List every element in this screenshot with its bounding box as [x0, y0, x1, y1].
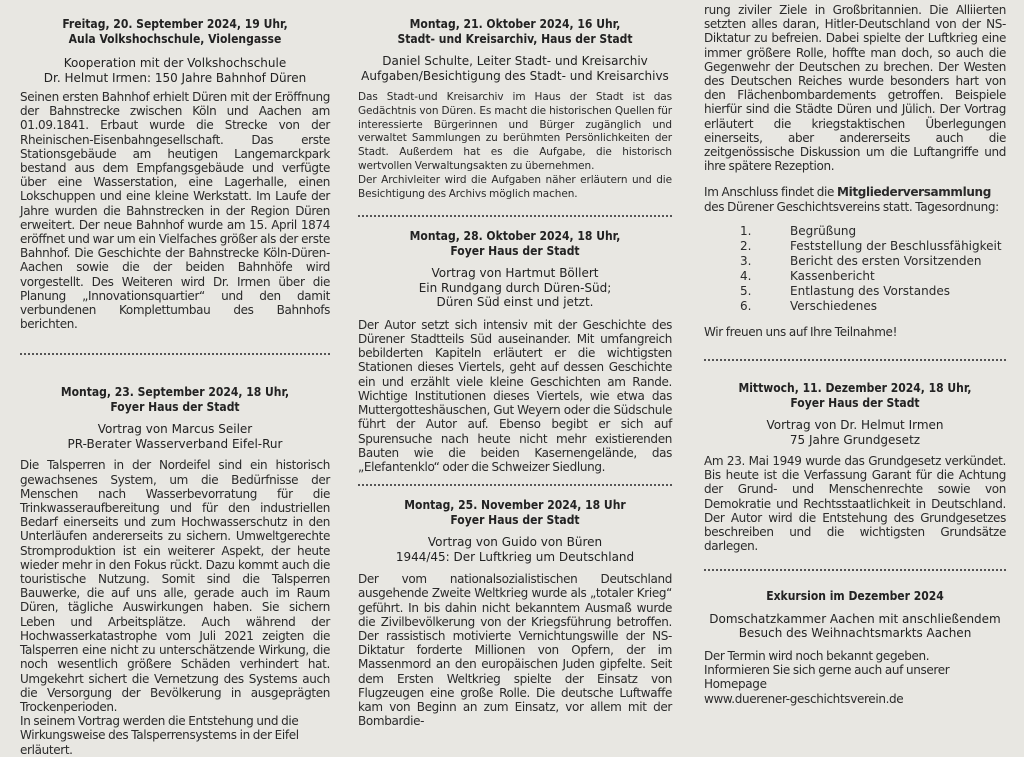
event3-text: Das Stadt-und Kreisarchiv im Haus der Stadt ist das Gedächtnis von Düren. Es macht die historischen Quellen für interessierte Bürgerinnen und Bürger zugänglich und verwaltet Sammlungen zu berühmten Persönlichkeiten der Stadt. Außerdem hat es die Aufgabe, die historisch wertvollen Verwaltungsakten zu übernehmen. — [358, 91, 672, 172]
column-3 — [704, 0, 1006, 706]
event2-org: PR-Berater Wasserverband Eifel-Rur — [67, 436, 283, 451]
event2-speaker: Vortrag von Marcus Seiler — [97, 422, 253, 437]
agenda-item: 6. Verschiedenes — [740, 298, 878, 313]
meeting-intro: Im Anschluss findet die Mitgliederversammlung des Dürener Geschichtsvereins statt. Tagesordnung: — [704, 185, 999, 214]
event7-line1: Der Termin wird noch bekannt gegeben. — [704, 648, 930, 663]
column-2 — [358, 0, 672, 728]
event4-speaker: Vortrag von Hartmut Böllert — [431, 266, 599, 281]
event2-text: Die Talsperren in der Nordeifel sind ein historisch gewachsenes System, um die Bedürfnisse der Menschen nach Wasserbevorratung für die Trinkwasseraufbereitung und für den industriellen Bedarf einerseits und zum Hochwasserschutz in den Unterläufen andererseits zu sichern. Umweltgerechte Stromproduktion ist ein weiterer Aspekt, der heute wieder mehr in den Fokus rückt. Dazu kommt auch die touristische Nutzung. Somit sind die Talsperren Bauwerke, die auf uns alle, gerade auch im Raum Düren, tägliche Auswirkungen haben. Sie sichern Leben und Arbeitsplätze. Auch während der Hochwasserkatastrophe vom Juli 2021 zeigten die Talsperren eine nicht zu unterschätzende Wirkung, die noch wesentlich größere Schäden verhindert hat. Umgekehrt sichert die Vernetzung des Systems auch die Versorgung der Bevölkerung in ausgeprägten Trockenperioden. — [20, 458, 330, 714]
event3-speaker: Daniel Schulte, Leiter Stadt- und Kreisarchiv — [382, 54, 648, 68]
agenda-item: 4. Kassenbericht — [740, 268, 875, 283]
event3-text2: Der Archivleiter wird die Aufgaben näher erläutern und die Besichtigung des Archivs möglich machen. — [358, 173, 672, 200]
event5-topic: 1944/45: Der Luftkrieg um Deutschland — [395, 549, 635, 564]
event4-topic2: Düren Süd einst und jetzt. — [436, 295, 594, 310]
event6-topic: 75 Jahre Grundgesetz — [789, 432, 921, 447]
event1-text: Seinen ersten Bahnhof erhielt Düren mit der Eröffnung der Bahnstrecke zwischen Köln und Aachen am 01.09.1841. Erbaut wurde die Strecke von der Rheinischen-Eisenbahngesellschaft. Das erste Stationsgebäude am heutigen Langemarckpark bestand aus dem Empfangsgebäude und verfügte über eine Wasserstation, eine Lagerhalle, einen Lokschuppen und eine kleine Werkstatt. Im Laufe der Jahre wurden die Bahnstrecken in der Region Düren erweitert. Der neue Bahnhof wurde am 15. April 1874 eröffnet und war um ein Vielfaches größer als der erste Bahnhof. Die Geschichte der Bahnstrecke Köln-Düren-Aachen sowie die der beiden Bahnhöfe wird vorgestellt. Des Weiteren wird Dr. Irmen über die Planung „Innovationsquartier“ und den damit verbundenen Komplettumbau des Bahnhofs berichten. — [20, 90, 330, 332]
event4-date: Montag, 28. Oktober 2024, 18 Uhr, — [409, 229, 621, 244]
event3-date: Montag, 21. Oktober 2024, 16 Uhr, — [409, 17, 621, 31]
event2-place: Foyer Haus der Stadt — [110, 399, 240, 414]
event6-date: Mittwoch, 11. Dezember 2024, 18 Uhr, — [738, 381, 972, 396]
event1-speaker: Dr. Helmut Irmen: 150 Jahre Bahnhof Düren — [43, 70, 307, 85]
event2-text2: In seinem Vortrag werden die Entstehung und die Wirkungsweise des Talsperrensystems in der Eifel erläutert. — [20, 714, 299, 757]
event1-date: Freitag, 20. September 2024, 19 Uhr, — [62, 17, 288, 31]
event7-topic2: Besuch des Weihnachtsmarkts Aachen — [738, 626, 972, 641]
event7-title: Exkursion im Dezember 2024 — [766, 589, 944, 604]
agenda-list — [740, 224, 1006, 314]
event5-place: Foyer Haus der Stadt — [450, 512, 580, 527]
event3-place: Stadt- und Kreisarchiv, Haus der Stadt — [397, 31, 633, 46]
agenda-item: 5. Entlastung des Vorstandes — [740, 283, 950, 298]
event1-org: Kooperation mit der Volkshochschule — [63, 56, 287, 70]
event5-date: Montag, 25. November 2024, 18 Uhr — [404, 498, 626, 513]
event5-speaker: Vortrag von Guido von Büren — [427, 535, 603, 550]
event5-text: Der vom nationalsozialistischen Deutschland ausgehende Zweite Weltkrieg wurde als „totaler Krieg“ geführt. In bis dahin nicht bekanntem Ausmaß wurde die Zivilbevölkerung von der Kriegsführung betroffen. Der rassistisch motivierte Vernichtungswille der NS-Diktatur forderte Millionen von Opfern, der im Massenmord an den europäischen Juden gipfelte. Seit dem Ersten Weltkrieg spielte der Einsatz von Flugzeugen eine große Rolle. Die deutsche Luftwaffe kam von Beginn an zum Einsatz, vor allem mit der Bombardie- — [358, 572, 672, 729]
homepage-link[interactable]: www.duerener-geschichtsverein.de — [704, 691, 904, 706]
event3-topic: Aufgaben/Besichtigung des Stadt- und Kreisarchivs — [361, 68, 669, 83]
event1-place: Aula Volkshochschule, Violengasse — [68, 31, 282, 46]
event7-line2: Informieren Sie sich gerne auch auf unserer Homepage — [704, 663, 950, 692]
agenda-item: 2. Feststellung der Beschlussfähigkeit — [740, 238, 1002, 253]
event6-text: Am 23. Mai 1949 wurde das Grundgesetz verkündet. Bis heute ist die Verfassung Garant für die Achtung der Grund- und Menschenrechte sowie von Demokratie und Rechtsstaatlichkeit in Deutschland. Der Autor wird die Entstehung des Grundgesetzes beschreiben und die wichtigsten Grundsätze darlegen. — [704, 454, 1006, 554]
agenda-item: 1. Begrüßung — [740, 223, 857, 238]
event4-topic1: Ein Rundgang durch Düren-Süd; — [418, 280, 612, 295]
event2-date: Montag, 23. September 2024, 18 Uhr, — [60, 385, 290, 400]
event6-place: Foyer Haus der Stadt — [790, 395, 920, 410]
event4-text: Der Autor setzt sich intensiv mit der Geschichte des Dürener Stadtteils Süd auseinander. Mit umfangreich bebilderten Kapiteln erläutert er die wichtigsten Stationen dieses Viertels, geht auf dessen Geschichte ein und erzählt viele kleine Geschichten am Rande. Wichtige Institutionen dieses Viertels, wie etwa das Muttergotteshäuschen, Gut Weyern oder die Südschule führt der Autor auf. Ebenso begibt er sich auf Spurensuche nach heute nicht mehr existierenden Bauten wie die beiden Kasernengelände, das „Elefantenklo“ oder die Schweizer Siedlung. — [358, 317, 672, 474]
agenda-item: 3. Bericht des ersten Vorsitzenden — [740, 253, 982, 268]
column-1 — [20, 0, 330, 757]
event6-speaker: Vortrag von Dr. Helmut Irmen — [766, 418, 944, 433]
event7-topic1: Domschatzkammer Aachen mit anschließendem — [709, 611, 1001, 626]
event4-place: Foyer Haus der Stadt — [450, 243, 580, 258]
meeting-closing: Wir freuen uns auf Ihre Teilnahme! — [704, 324, 898, 339]
event5-text-continued: rung ziviler Ziele in Großbritannien. Die Alliierten setzten alles daran, Hitler-Deutschland von der NS-Diktatur zu befreien. Dabei spielte der Luftkrieg eine immer größere Rolle, hoffte man doch, so auch die Gegenwehr der Deutschen zu brechen. Der Westen des Deutschen Reiches wurde besonders hart von den Flächenbombardements getroffen. Beispiele hierfür sind die Städte Düren und Jülich. Der Vortrag erläutert die kriegstaktischen Überlegungen einerseits, aber andererseits auch die zeitgenössische Diskussion um die Luftangriffe und ihre spätere Rezeption. — [704, 3, 1006, 174]
